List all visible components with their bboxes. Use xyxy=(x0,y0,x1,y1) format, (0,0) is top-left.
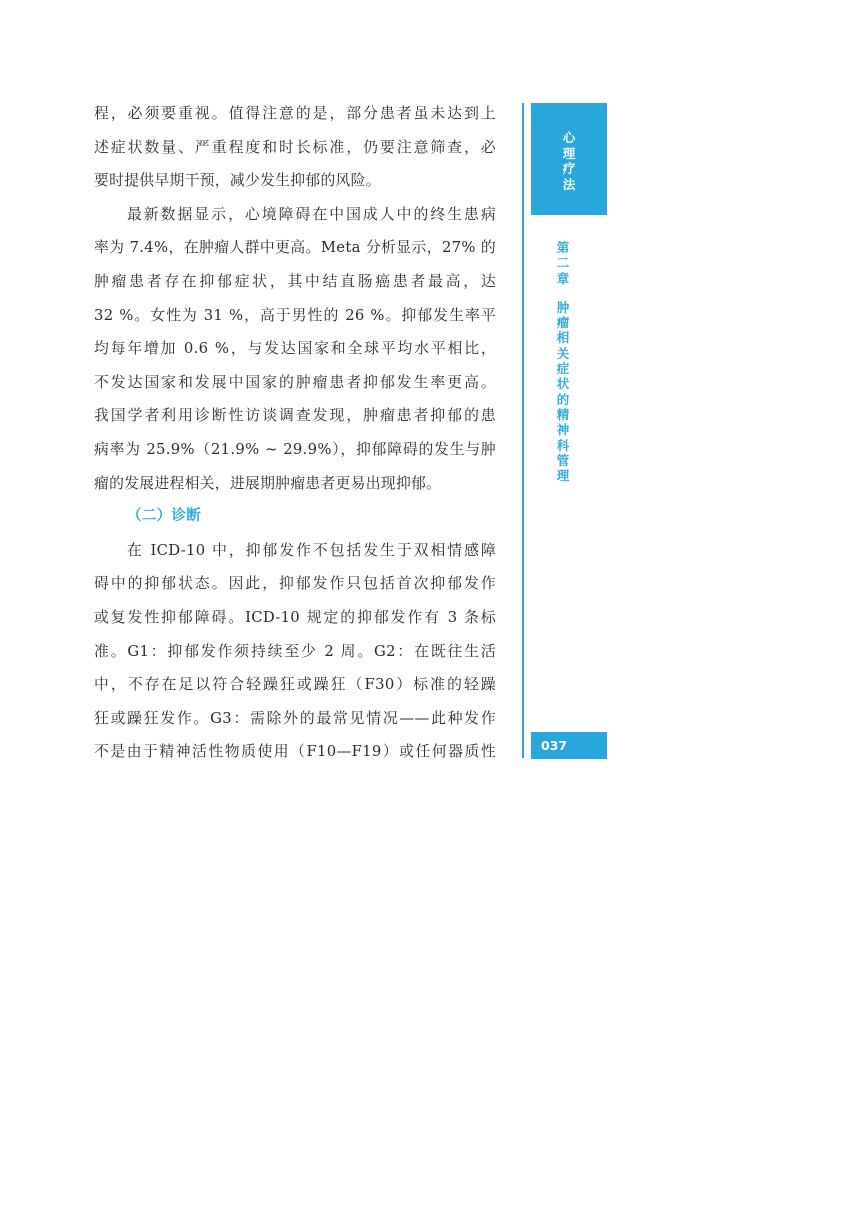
text-line: 在 ICD-10 中，抑郁发作不包括发生于双相情感障 xyxy=(127,541,496,559)
text-line: 瘤的发展进程相关，进展期肿瘤患者更易出现抑郁。 xyxy=(94,474,442,492)
body-text xyxy=(94,97,496,769)
column-divider xyxy=(522,103,524,758)
chapter-title: 肿瘤相关症状的精神科管理 xyxy=(556,299,570,484)
text-line: 碍中的抑郁状态。因此，抑郁发作只包括首次抑郁发作 xyxy=(94,575,496,593)
text-line: 率为 7.4%，在肿瘤人群中更高。Meta 分析显示，27% 的 xyxy=(94,239,496,257)
text-line: 不发达国家和发展中国家的肿瘤患者抑郁发生率更高。 xyxy=(94,373,496,391)
text-line: 狂或躁狂发作。G3：需除外的最常见情况——此种发作 xyxy=(94,709,496,727)
text-line: 均每年增加 0.6 %，与发达国家和全球平均水平相比， xyxy=(94,340,496,358)
text-line: 程，必须要重视。值得注意的是，部分患者虽未达到上 xyxy=(94,105,496,122)
section-title: 心理疗法 xyxy=(562,130,576,192)
text-line: 最新数据显示，心境障碍在中国成人中的终生患病 xyxy=(127,205,496,223)
text-line: 病率为 25.9%（21.9% ~ 29.9%），抑郁障碍的发生与肿 xyxy=(94,440,496,458)
section-tab xyxy=(531,103,607,215)
chapter-number: 第二章 xyxy=(556,240,570,286)
text-line: 32 %。女性为 31 %，高于男性的 26 %。抑郁发生率平 xyxy=(94,306,496,324)
text-line: 肿瘤患者存在抑郁症状，其中结直肠癌患者最高，达 xyxy=(94,272,496,290)
chapter-label xyxy=(555,240,571,483)
text-line: 要时提供早期干预，减少发生抑郁的风险。 xyxy=(94,172,381,190)
text-line: 述症状数量、严重程度和时长标准，仍要注意筛查，必 xyxy=(94,138,496,156)
page-number-tab xyxy=(531,732,607,759)
page-number: 037 xyxy=(541,738,568,753)
text-line: 我国学者利用诊断性访谈调查发现，肿瘤患者抑郁的患 xyxy=(94,407,496,425)
text-line: 不是由于精神活性物质使用（F10—F19）或任何器质性 xyxy=(94,743,496,761)
text-line: 中，不存在足以符合轻躁狂或躁狂（F30）标准的轻躁 xyxy=(94,676,496,694)
text-line: 准。G1：抑郁发作须持续至少 2 周。G2：在既往生活 xyxy=(94,642,496,660)
text-line: 或复发性抑郁障碍。ICD-10 规定的抑郁发作有 3 条标 xyxy=(94,608,496,626)
section-heading: （二）诊断 xyxy=(127,508,201,525)
